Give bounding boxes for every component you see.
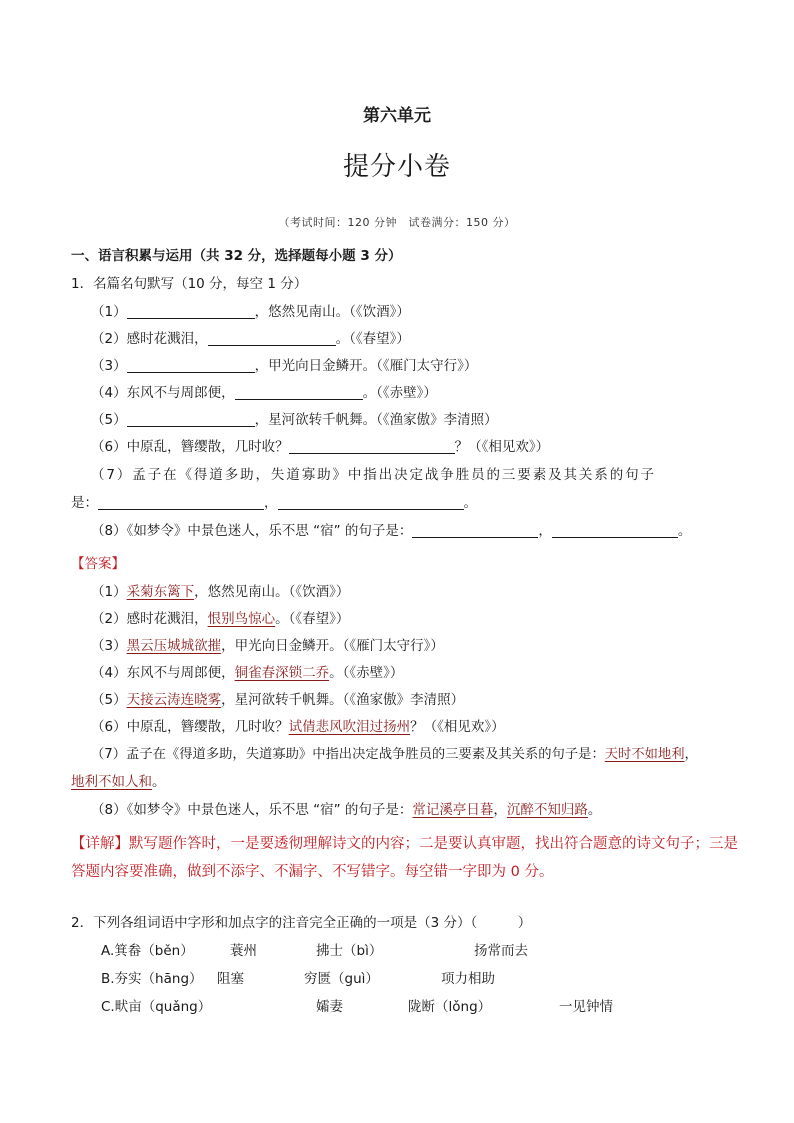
q1-item-3: （3） ，甲光向日金鳞开。（《雁门太守行》） xyxy=(91,358,478,374)
detail-label: 【详解】 xyxy=(71,836,129,852)
answer-6: （6）中原乱，簪缨散，几时收？试倩悲风吹泪过扬州？（《相见欢》） xyxy=(91,719,505,735)
answer-label: 【答案】 xyxy=(71,556,125,572)
answer-1: （1）采菊东篱下，悠然见南山。（《饮酒》） xyxy=(91,584,350,600)
q1-item-2: （2）感时花溅泪， 。（《春望》） xyxy=(91,331,410,347)
section-heading: 一、语言积累与运用（共 32 分，选择题每小题 3 分） xyxy=(71,248,402,264)
detail-line-2: 答题内容要准确，做到不添字、不漏字、不写错字。每空错一字即为 0 分。 xyxy=(71,864,554,880)
q2-stem: 2．下列各组词语中字形和加点字的注音完全正确的一项是（3 分）（ ） xyxy=(71,915,532,931)
detail-line-1: 【详解】默写题作答时，一是要透彻理解诗文的内容；二是要认真审题，找出符合题意的诗文句子；三是 xyxy=(71,836,738,852)
q2-option-a[interactable]: A.箕畚（běn） xyxy=(101,943,194,959)
q1-stem: 1．名篇名句默写（10 分，每空 1 分） xyxy=(71,276,308,292)
q1-item-1: （1） ，悠然见南山。（《饮酒》） xyxy=(91,304,410,320)
q2-option-b[interactable]: B.夯实（hāng） xyxy=(101,971,203,987)
answer-5: （5）天接云涛连晓雾，星河欲转千帆舞。（《渔家傲》李清照） xyxy=(91,692,465,708)
exam-meta: （考试时间：120 分钟 试卷满分：150 分） xyxy=(278,216,516,229)
blank-field[interactable] xyxy=(235,385,363,400)
blank-field[interactable] xyxy=(208,331,336,346)
q1-item-6: （6）中原乱，簪缨散，几时收？ ？（《相见欢》） xyxy=(91,439,550,455)
q2-option-a-word-3: 拂士（bì） xyxy=(316,943,383,959)
q2-option-a-word-2: 蓑州 xyxy=(230,943,257,959)
blank-field[interactable] xyxy=(98,495,264,510)
q1-item-7-line1: （7）孟子在《得道多助，失道寡助》中指出决定战争胜员的三要素及其关系的句子 xyxy=(91,467,656,483)
blank-field[interactable] xyxy=(127,358,255,373)
answer-2: （2）感时花溅泪，恨别鸟惊心。（《春望》） xyxy=(91,611,350,627)
answer-3: （3）黑云压城城欲摧，甲光向日金鳞开。（《雁门太守行》） xyxy=(91,638,444,654)
q1-item-5: （5） ，星河欲转千帆舞。（《渔家傲》李清照） xyxy=(91,412,498,428)
q2-option-b-word-3: 穷匮（guì） xyxy=(304,971,379,987)
answer-8: （8）《如梦令》中景色迷人，乐不思 “宿” 的句子是：常记溪亭日暮，沉醉不知归路。 xyxy=(91,802,602,818)
q2-option-b-word-4: 项力相助 xyxy=(441,971,495,987)
page-title: 提分小卷 xyxy=(342,152,451,182)
blank-field[interactable] xyxy=(289,439,455,454)
answer-4: （4）东风不与周郎便，铜雀春深锁二乔。（《赤壁》） xyxy=(91,665,404,681)
blank-field[interactable] xyxy=(552,523,678,538)
q2-option-c[interactable]: C.畎亩（quǎng） xyxy=(101,999,212,1015)
q2-option-c-word-4: 一见钟情 xyxy=(559,999,613,1015)
q2-option-b-word-2: 阻塞 xyxy=(217,971,244,987)
blank-field[interactable] xyxy=(127,412,255,427)
answer-7-line1: （7）孟子在《得道多助，失道寡助》中指出决定战争胜员的三要素及其关系的句子是：天时不如地利， xyxy=(91,747,698,762)
answer-7-line2: 地利不如人和。 xyxy=(71,774,166,790)
blank-field[interactable] xyxy=(278,495,464,510)
q1-item-4: （4）东风不与周郎便， 。（《赤壁》） xyxy=(91,385,437,401)
blank-field[interactable] xyxy=(127,304,255,319)
unit-heading: 第六单元 xyxy=(363,106,431,126)
q2-option-a-word-4: 扬常而去 xyxy=(474,943,528,959)
q2-option-c-word-2: 孀妻 xyxy=(316,999,343,1015)
q1-item-7-line2: 是： ， 。 xyxy=(71,495,477,511)
blank-field[interactable] xyxy=(412,523,538,538)
q1-item-8: （8）《如梦令》中景色迷人，乐不思 “宿” 的句子是： ， 。 xyxy=(91,523,692,539)
q2-option-c-word-3: 陇断（lǒng） xyxy=(408,999,492,1015)
